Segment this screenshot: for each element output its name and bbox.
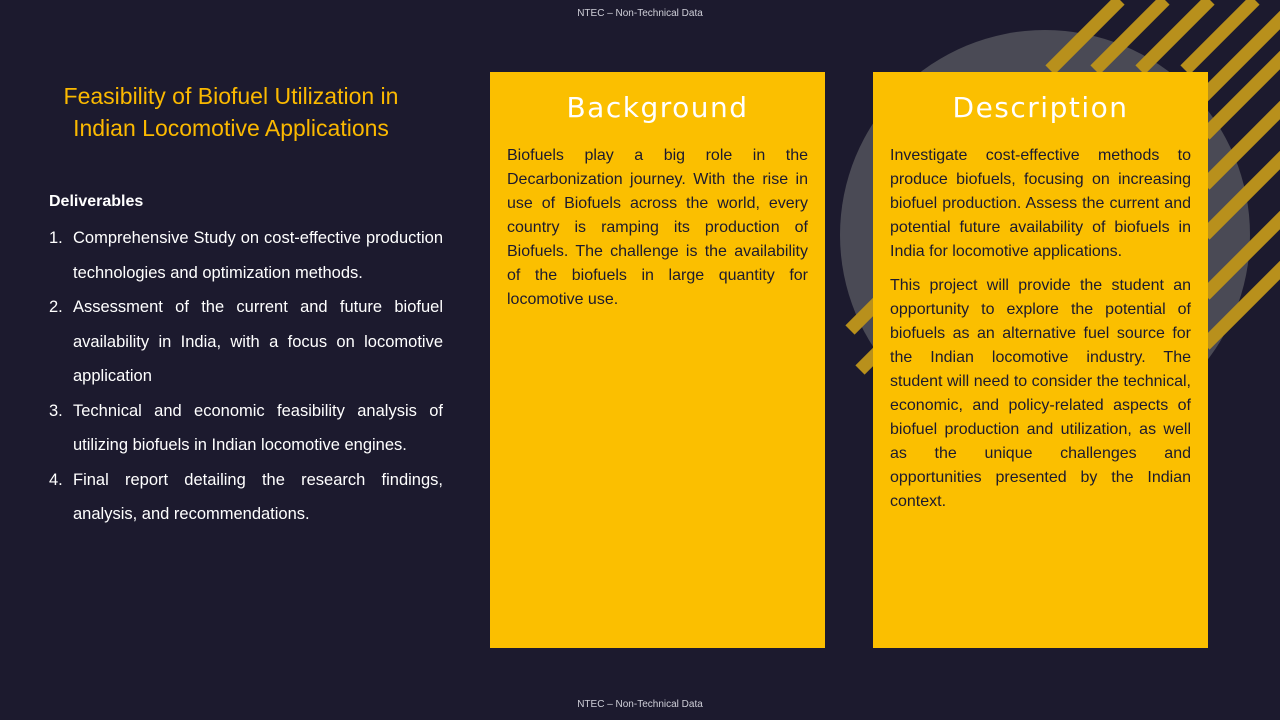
deliverable-text: Assessment of the current and future biofuel availability in India, with a focus on locomotive application: [73, 298, 443, 385]
deliverable-number: 1.: [49, 229, 63, 247]
description-paragraph-2: This project will provide the student an opportunity to explore the potential of biofuels as an alternative fuel source for the Indian locomotive industry. The student will need to consider the technical, economic, and policy-related aspects of biofuel production and utilization, as well as the unique challenges and opportunities presented by the Indian context.: [890, 277, 1191, 510]
background-card: [490, 72, 825, 648]
classification-banner-top: NTEC – Non-Technical Data: [577, 8, 703, 19]
description-heading: Description: [952, 91, 1129, 124]
deliverable-item: [49, 463, 443, 532]
deliverable-number: 4.: [49, 470, 63, 489]
deliverable-number: 3.: [49, 401, 63, 420]
deliverable-item: [49, 290, 443, 394]
deliverable-number: 2.: [49, 298, 63, 316]
page-title: Feasibility of Biofuel Utilization in Indian Locomotive Applications: [63, 83, 399, 141]
background-text: Biofuels play a big role in the Decarbonization journey. With the rise in use of Biofuels across the world, every country is ramping its production of Biofuels. The challenge is the availability of the biofuels in large quantity for locomotive use.: [507, 147, 808, 308]
deliverable-text: Comprehensive Study on cost-effective production technologies and optimization methods.: [73, 229, 443, 282]
deliverable-item: [49, 221, 443, 290]
classification-banner-bottom: NTEC – Non-Technical Data: [577, 699, 703, 710]
description-paragraph-1: Investigate cost-effective methods to produce biofuels, focusing on increasing biofuel production. Assess the current and potential future availability of biofuels in India for locomotive applications.: [890, 147, 1191, 260]
deliverable-item: [49, 394, 443, 463]
deliverable-text: Technical and economic feasibility analysis of utilizing biofuels in Indian locomotive engines.: [73, 401, 443, 454]
deliverables-list: [49, 221, 443, 532]
background-heading: Background: [566, 91, 749, 124]
deliverable-text: Final report detailing the research findings, analysis, and recommendations.: [73, 470, 443, 523]
description-card: [873, 72, 1208, 648]
deliverables-heading: Deliverables: [49, 193, 144, 210]
